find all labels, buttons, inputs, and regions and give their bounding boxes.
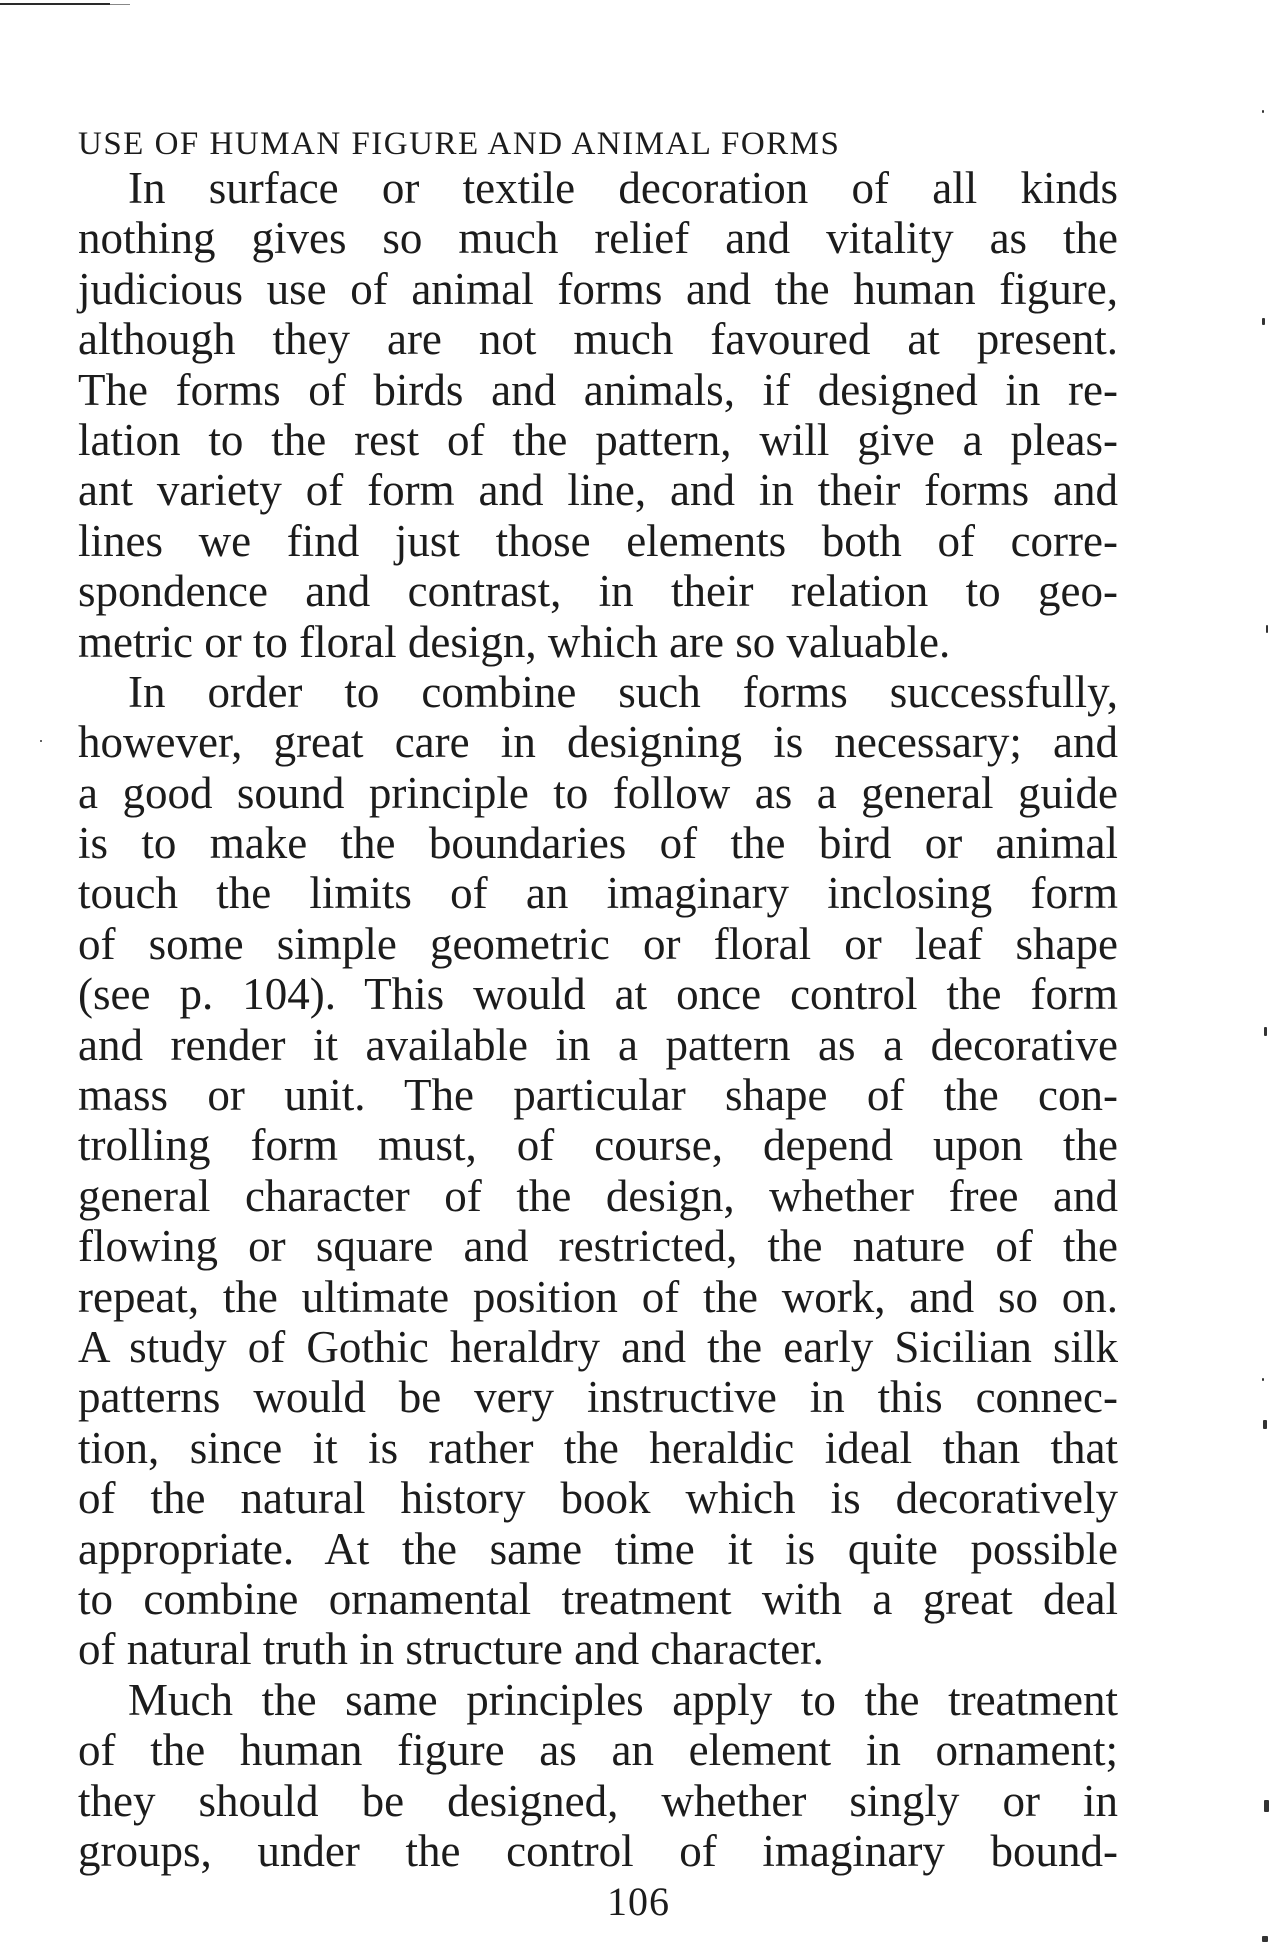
- text-line: groups, under the control of imaginary bound-: [78, 1825, 1118, 1876]
- text-line: general character of the design, whether free and: [78, 1170, 1118, 1221]
- text-line: appropriate. At the same time it is quite possible: [78, 1523, 1118, 1574]
- scan-speck: [40, 740, 42, 742]
- scan-speck: [1262, 318, 1265, 325]
- scan-speck: [1263, 1420, 1267, 1429]
- text-line: (see p. 104). This would at once control the form: [78, 969, 1118, 1020]
- top-rule: [0, 3, 110, 5]
- scan-speck: [1262, 1936, 1268, 1942]
- top-rule-tail: [110, 4, 130, 5]
- text-line: a good sound principle to follow as a general guide: [78, 767, 1118, 818]
- text-line: of the natural history book which is decoratively: [78, 1473, 1118, 1524]
- text-line: of the human figure as an element in ornament;: [78, 1725, 1118, 1776]
- text-line: flowing or square and restricted, the nature of the: [78, 1221, 1118, 1272]
- text-line: ant variety of form and line, and in their forms and: [78, 465, 1118, 516]
- scan-speck: [1264, 1800, 1269, 1812]
- text-line: judicious use of animal forms and the human figure,: [78, 263, 1118, 314]
- text-line: The forms of birds and animals, if designed in re-: [78, 364, 1118, 415]
- text-line: Much the same principles apply to the treatment: [128, 1674, 1118, 1725]
- text-line: lation to the rest of the pattern, will give a pleas-: [78, 414, 1118, 465]
- text-line: they should be designed, whether singly or in: [78, 1775, 1118, 1826]
- text-line: trolling form must, of course, depend upon the: [78, 1120, 1118, 1171]
- page-number: 106: [607, 1879, 670, 1924]
- text-line: nothing gives so much relief and vitality as the: [78, 213, 1118, 264]
- body-text: [78, 163, 1118, 1876]
- scan-speck: [1264, 1027, 1267, 1036]
- scan-speck: [1266, 625, 1268, 633]
- text-line: touch the limits of an imaginary inclosing form: [78, 868, 1118, 919]
- text-line: of some simple geometric or floral or leaf shape: [78, 918, 1118, 969]
- text-line: repeat, the ultimate position of the work, and so on.: [78, 1271, 1118, 1322]
- text-line: A study of Gothic heraldry and the early Sicilian silk: [78, 1321, 1118, 1372]
- text-line: to combine ornamental treatment with a great deal: [78, 1573, 1118, 1624]
- text-line: In order to combine such forms successfully,: [128, 666, 1118, 717]
- text-line: tion, since it is rather the heraldic ideal than that: [78, 1422, 1118, 1473]
- text-line: however, great care in designing is necessary; and: [78, 717, 1118, 768]
- text-line: lines we find just those elements both of corre-: [78, 515, 1118, 566]
- text-line: of natural truth in structure and character.: [78, 1624, 824, 1675]
- text-line: is to make the boundaries of the bird or animal: [78, 818, 1118, 869]
- text-line: In surface or textile decoration of all kinds: [128, 163, 1118, 213]
- text-line: spondence and contrast, in their relation to geo-: [78, 566, 1118, 617]
- scan-speck: [1262, 1378, 1264, 1381]
- scan-speck: [1262, 110, 1264, 113]
- text-line: patterns would be very instructive in this connec-: [78, 1372, 1118, 1423]
- text-line: although they are not much favoured at present.: [78, 314, 1118, 365]
- text-line: mass or unit. The particular shape of the con-: [78, 1070, 1118, 1121]
- running-head: USE OF HUMAN FIGURE AND ANIMAL FORMS: [78, 126, 841, 162]
- text-line: and render it available in a pattern as a decorative: [78, 1019, 1118, 1070]
- text-line: metric or to floral design, which are so valuable.: [78, 616, 951, 667]
